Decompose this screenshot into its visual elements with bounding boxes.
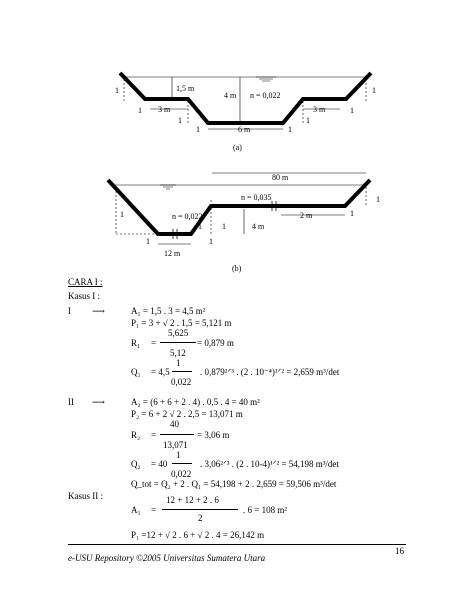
eq-r2-numerator: 40 (170, 419, 179, 429)
fig-a-slope-5: 1 (178, 116, 182, 125)
case-1-heading: Kasus I : (68, 291, 100, 301)
eq-a1b-eq: = (151, 505, 157, 515)
eq-r1-label: R₁ (131, 338, 141, 348)
fig-b-slope-2: 1 (146, 237, 150, 246)
eq-q1-label: Q₁ (131, 367, 141, 377)
eq-q2-numerator: 1 (176, 450, 181, 460)
fig-b-label-4: 4 m (252, 222, 265, 231)
fig-a-label-15: 1,5 m (176, 84, 195, 93)
fig-b-slope-6: 1 (350, 209, 354, 218)
fig-b-slope-3: 1 (198, 222, 202, 231)
fig-b-slope-5: 1 (209, 237, 213, 246)
eq-p1: P₁ = 3 + √ 2 . 1,5 = 5,121 m (131, 318, 232, 328)
fig-a-label-3-right: 3 m (313, 105, 326, 114)
eq-q2-b: . 3,06²ᐟ³ . (2 . 10-4)¹ᐟ² = 54,198 m³/det (200, 459, 339, 469)
fig-b-label-n2: n = 0,022 (172, 212, 203, 221)
fig-a-caption: (a) (233, 143, 242, 152)
eq-q1-b: . 0,879²ᐟ³ . (2 . 10⁻⁴)¹ᐟ² = 2,659 m³/det (200, 367, 340, 377)
fig-b-slope-4: 1 (222, 222, 226, 231)
fig-b-slope-7: 1 (376, 195, 380, 204)
eq-r1-result: = 0,879 m (197, 338, 234, 348)
fig-a-slope-3: 1 (138, 106, 142, 115)
eq-q1-numerator: 1 (176, 358, 181, 368)
eq-r1-numerator: 5,625 (168, 328, 189, 338)
fig-a-label-n: n = 0,022 (250, 91, 281, 100)
eq-r2-denominator: 13,071 (163, 440, 188, 450)
eq-q1-denominator: 0,022 (171, 377, 192, 387)
case-2-heading: Kasus II : (68, 491, 103, 501)
figure-b (0, 165, 474, 285)
eq-a1: A₁ = 1,5 . 3 = 4,5 m² (131, 306, 206, 316)
fig-b-label-80: 80 m (272, 173, 289, 182)
eq-r1-denominator: 5,12 (170, 348, 186, 358)
roman-2: II (68, 397, 74, 407)
eq-a1b-result: . 6 = 108 m² (243, 505, 288, 515)
fig-a-slope-2: 1 (372, 86, 376, 95)
footer-divider (68, 544, 406, 545)
eq-a1b-denominator: 2 (198, 513, 203, 523)
fig-b-caption: (b) (232, 264, 242, 273)
eq-r2-eq: = (151, 430, 157, 440)
a1b-fraction-bar (162, 509, 238, 510)
fig-b-slope-1: 1 (120, 210, 124, 219)
r2-fraction-bar (160, 434, 194, 435)
r1-fraction-bar (160, 342, 196, 343)
channel-a-outline (120, 73, 371, 123)
page-number: 16 (395, 546, 404, 556)
arrow-icon: ⟶ (92, 306, 105, 316)
footer-credit: e-USU Repository ©2005 Universitas Sumatera Utara (68, 553, 266, 563)
roman-1: I (68, 306, 71, 316)
fig-b-label-12: 12 m (164, 249, 181, 258)
eq-p2: P₂ = 6 + 2 √ 2 . 2,5 = 13,071 m (131, 409, 243, 419)
eq-q2-label: Q₂ (131, 459, 141, 469)
eq-q2-denominator: 0,022 (171, 469, 192, 479)
arrow-icon: ⟶ (92, 397, 105, 407)
eq-a1b-numerator: 12 + 12 + 2 . 6 (166, 495, 219, 505)
fig-b-label-n1: n = 0,035 (241, 193, 272, 202)
channel-b-outline (108, 180, 370, 234)
eq-r1-eq: = (151, 338, 157, 348)
eq-qtot: Q_tot = Q₂ + 2 . Q₁ = 54,198 + 2 . 2,659 = 59,506 m³/det (131, 479, 337, 489)
fig-a-label-3-left: 3 m (158, 105, 171, 114)
eq-q2-a: = 40 (151, 459, 168, 469)
fig-a-label-4: 4 m (224, 91, 237, 100)
eq-a2: A₂ = (6 + 6 + 2 . 4) . 0,5 . 4 = 40 m² (131, 397, 260, 407)
fig-a-slope-7: 1 (196, 125, 200, 134)
fig-a-slope-8: 1 (288, 125, 292, 134)
fig-a-slope-1: 1 (115, 86, 119, 95)
fig-a-slope-6: 1 (306, 116, 310, 125)
fig-b-label-2: 2 m (300, 211, 313, 220)
eq-r2-result: = 3,06 m (197, 430, 230, 440)
eq-a1b-label: A₁ (131, 505, 141, 515)
q1-fraction-bar (172, 371, 192, 372)
eq-r2-label: R₂ (131, 430, 141, 440)
q2-fraction-bar (172, 463, 192, 464)
eq-q1-a: = 4,5 (151, 367, 170, 377)
fig-a-slope-4: 1 (350, 106, 354, 115)
fig-a-label-6: 6 m (238, 125, 251, 134)
eq-p1b: P₁ =12 + √ 2 . 6 + √ 2 . 4 = 26,142 m (131, 530, 265, 540)
section-heading: CARA I : (68, 277, 103, 287)
